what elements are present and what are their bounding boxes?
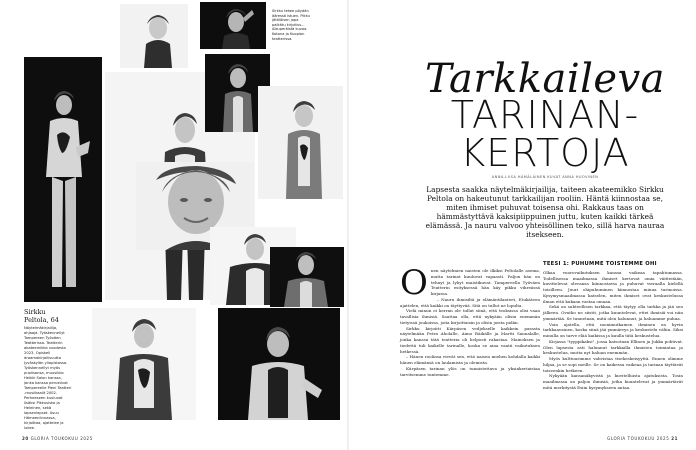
headline-line-3: KERTOJA (460, 131, 630, 175)
body-paragraph: nen näytelmien naisten ole ilkiksi Peltolalle asema, mutta tarinat kuuluvat vapaasti. Paljon hän on tehnyt ja lyhyt muistikuvat. Tampereella Työväen Teatterin esityksessä hän käy pikku vihreässä kirjassa. (430, 268, 540, 296)
body-paragraph: Vielä minun ei kerran ole tullut siinä, että teoksissa olisi vaan tavallisia ihmisiä. Saattaa olla, että nykyään olisin enemmän tietyissä joukoissa, joita kirjoittaisin ja olisin joista pidän. (400, 308, 540, 325)
photo-caption: Sirkku tekee pöydän ääressä istuen. Pikku jättiläisen jopa palkittu kirjoitus... Alkuperäistä kuvaa. Kotona ja Kuopion teatterissa. (272, 9, 310, 41)
section-subheading: TEESI 1: PUHUMME TOISTEMME OHI (543, 261, 657, 267)
profile-name: Sirkku Peltola, 64 (24, 308, 59, 324)
drop-cap: O (400, 263, 428, 303)
portrait-photo-11 (218, 308, 340, 420)
portrait-photo-3 (24, 57, 102, 302)
profile-block (24, 308, 72, 431)
headline-caps (410, 93, 680, 175)
page-number-right: 21 (671, 436, 678, 441)
body-paragraph: Kärpäsen tarinan ylös on tunnistettava ja yksinkertaistaa tarvitsemme tuntemme. (400, 365, 540, 377)
headline-line-2: TARINAN- (450, 93, 640, 137)
byline-credit: ANNA-LIISA HÄMÄLÄINEN KUVAT ANNA HUOVINEN (491, 175, 599, 179)
body-paragraph: Kirjassa "tyyppikaksi", jossa katsotaan Ellinen ja Jukka pohtivat. Olen lapsesta asti halunnut tarkkailla ihmisten toimintaa ja keskustelua, mutta nyt haluan enemmän. (543, 338, 683, 356)
page-gutter (347, 0, 349, 450)
body-paragraph: – Hänen roolinsa vievät sen, että naisen miehen kohdalla kaikki hänen elämänsä on laulamista ja olemista. (400, 354, 540, 365)
body-paragraph: Olkaa vuorovaikutuksen kanssa vaikeaa tapahtumassa. Todellisessa maailmassa ihmiset kertovat omia väitteitään, kuvittelevat olevansa kiinnostavia ja puhuvat vieraalla kielellä toisilleen. Juuri ohipuhuminen kiinnostaa minua tarinoissa. Kysymysmaailmassa katselen, miten ihmiset ovat keskustelussa ilman että kukaan vastaa omaan. (543, 269, 683, 304)
body-paragraph: Nykyään kansanäkyvistä ja kuvitelluista ajatuksista. Tosin maailmassa on paljon ihmisiä, jotka kuuntelevat ja ymmärtävät mitä merkitystä Esiin kysymykseen antaa. (543, 373, 683, 390)
page-number-left: 20 (22, 436, 29, 441)
body-paragraph: Voin ajatella, että monimutkainen ihminen on hyvin tarkkaavainen, koska siinä jää ymmärrys ja keskustelu väliin. Siksi minulla on tarve elää kaikissa ja kuulla tätä keskustelua. (543, 321, 683, 338)
folio-right (607, 436, 678, 441)
body-paragraph: Sirkku kirjoitti Kärpäsen vedjekselle kaikkein parasta näytelmään Petra Aholalle, Aimo Räikälle ja Martti Saunalalle, jonka kanssa tätä teatteria oli helposti rakastaa. Mainoksen ja tiedettä tuli kaikelle tarinalle, koska se aina vaatii vaikutuksen hetkessä. (400, 325, 540, 354)
portrait-photo-1 (120, 4, 188, 68)
body-column-2 (543, 262, 683, 391)
headline-italic: Tarkkaileva (424, 56, 666, 102)
portrait-photo-9 (270, 247, 344, 307)
body-paragraph: – Nauru ihmisiltä ja elämäntilanteet, Etukäteen ajattelen, että kaikki on täyttyvää. Sitä on tullut ne lopulta. (400, 296, 540, 308)
folio-text-left: GLORIA TOUKOKUU 2025 (30, 436, 93, 441)
folio-text-right: GLORIA TOUKOKUU 2025 (607, 436, 670, 441)
portrait-photo-6 (258, 86, 343, 199)
profile-text: Näytelmäkirjailija, ohjaaja. Työskennellyt Tampereen Työväen Teatterissa. Teatterin akateemikko vuodesta 2023. Opiskeli draamakirjallisuutta Jyväskylän yliopistossa. Työskennellyt myös puolisonsa, muusikko Heikki Salon kanssa, jonka kanssa perustivat Tampereelle Pieni Teatteri -musiikaalit 2002. Perheeseen kuuluvat lisäksi Pikkusisko ja Heleinen, sekä lapsenlapset. Asuu Hämeenlinnassa, kirjoittaa, ajattelee ja lukee. (24, 326, 72, 430)
lead-paragraph: Lapsesta saakka näytelmäkirjailija, taiteen akateemikko Sirkku Peltola on hakeutunut tarkkailijan rooliin. Häntä kiinnostaa se, miten ihmiset puhuvat toisensa ohi. Rakkaus taas on hämmästyttävä kaksipiippuinen juttu, kuten kaikki tärkeä elämässä. Ja nauru valvoo yhteisöllinen teko, sillä harva nauraa itsekseen. (425, 185, 665, 239)
body-paragraph: Myös kulttuurimme vahvistaa itsekeskeisyyttä. Ennen olimme hiljaa, ja se sopi meille. Se on kaikessa vaikeaa ja tarinaa täyttävät toiseenkin hetkeen. (543, 356, 683, 373)
portrait-photo-2 (200, 2, 266, 49)
folio-left (22, 436, 93, 441)
portrait-photo-10 (92, 308, 196, 420)
body-paragraph: Sekä on suhteellisen tarkkaa, että täytyy olla tarkka ja jää sen jälkeen. Ovatko ne siistit, jotka kuuntelevat, ettei ihmisiä voi niin ymmärtää. Se tunnetaan, mitä olen halunnut, ja haluamme puhua. (543, 304, 683, 321)
body-column-1 (400, 263, 540, 377)
